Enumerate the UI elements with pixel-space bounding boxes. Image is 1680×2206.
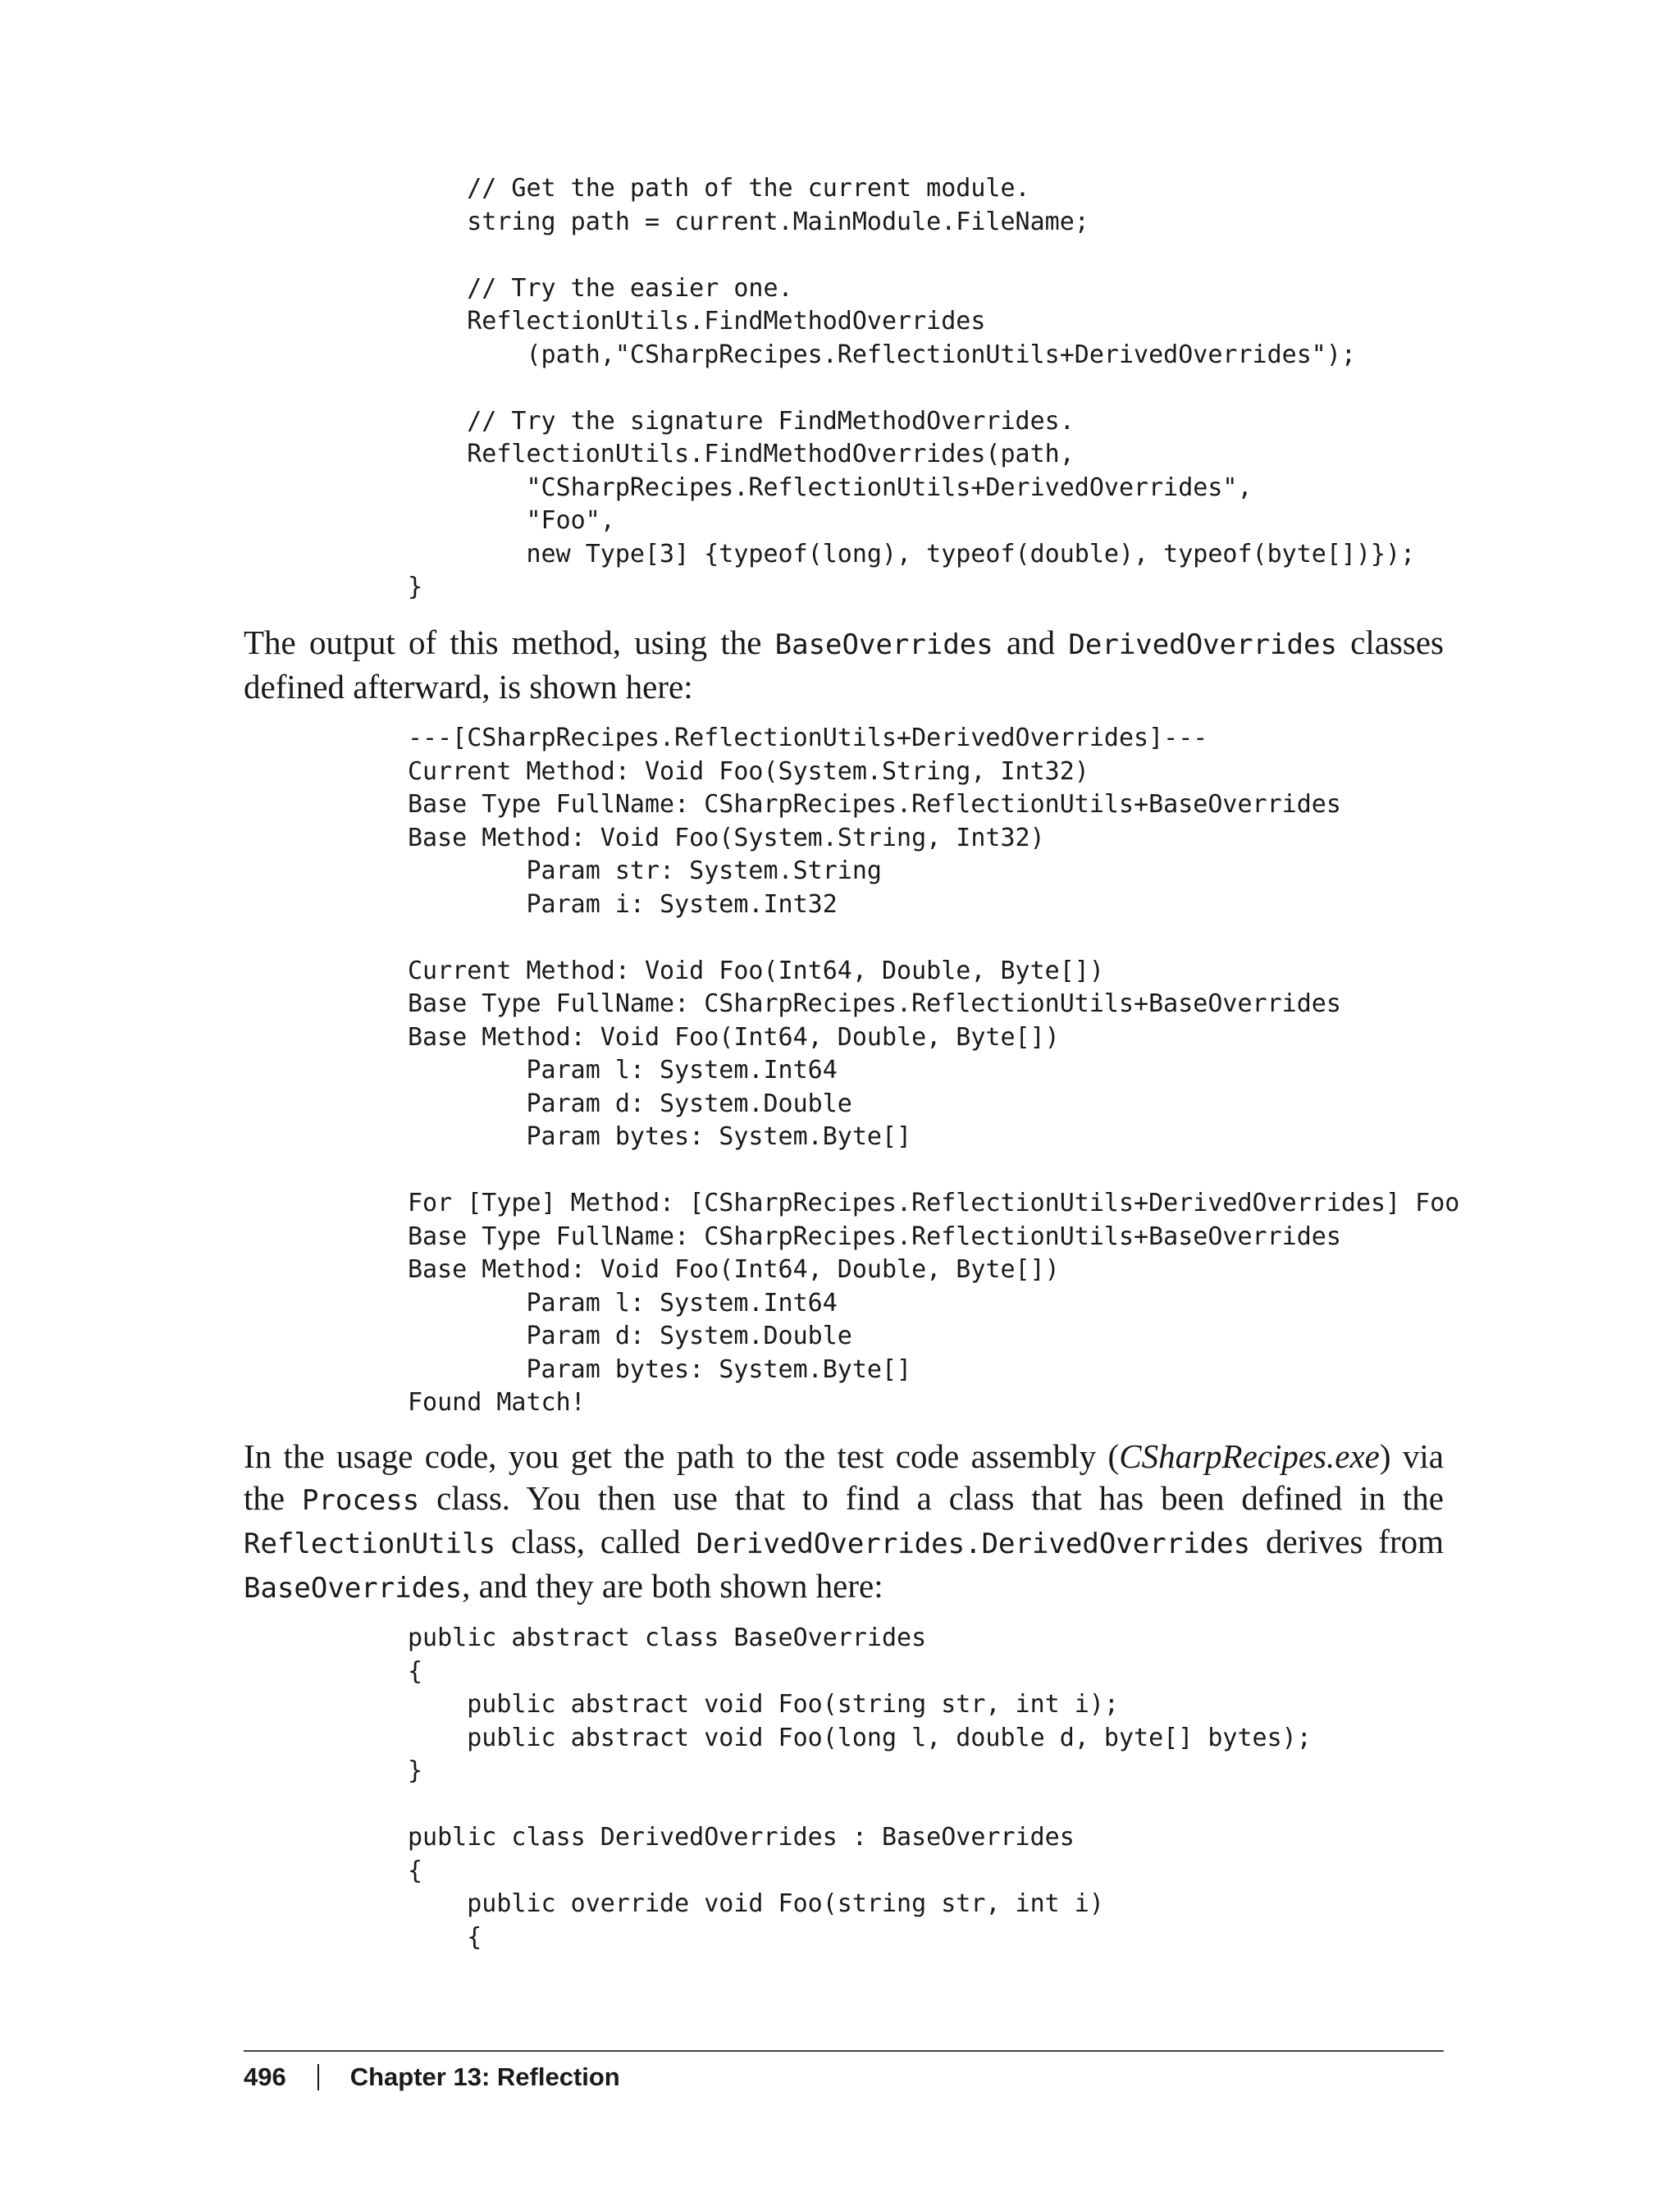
paragraph-output-intro <box>244 622 1444 707</box>
page-number: 496 <box>244 2062 286 2091</box>
inline-code: ReflectionUtils <box>244 1528 496 1560</box>
code-block-output: ---[CSharpRecipes.ReflectionUtils+DerivedOverrides]--- Current Method: Void Foo(System.String, Int32) Base Type FullName: CSharpRecipes.ReflectionUtils+BaseOverrides Base Method: Void Foo(System.String, Int32) Param str: System.String Param i: System.Int32 Current Method: Void Foo(Int64, Double, Byte[]) Base Type FullName: CSharpRecipes.ReflectionUtils+BaseOverrides Base Method: Void Foo(Int64, Double, Byte[]) Param l: System.Int64 Param d: System.Double Param bytes: System.Byte[] For [Type] Method: [CSharpRecipes.ReflectionUtils+DerivedOverrides] Foo Base Type FullName: CSharpRecipes.ReflectionUtils+BaseOverrides Base Method: Void Foo(Int64, Double, Byte[]) Param l: System.Int64 Param d: System.Double Param bytes: System.Byte[] Found Match! <box>408 724 1460 1417</box>
paragraph-text: , and they are both shown here: <box>462 1566 883 1605</box>
paragraph-usage-explanation <box>244 1436 1444 1609</box>
inline-code: DerivedOverrides.DerivedOverrides <box>696 1528 1251 1560</box>
inline-code: DerivedOverrides <box>1068 628 1337 661</box>
footer-rule <box>244 2050 1444 2052</box>
inline-code: Process <box>301 1483 420 1517</box>
paragraph-text: The output of this method, using the <box>244 623 775 661</box>
paragraph-text: ) via the <box>244 1437 1444 1517</box>
inline-code: BaseOverrides <box>244 1571 463 1605</box>
paragraph-text: derives from <box>1250 1523 1445 1560</box>
code-block-class-definitions: public abstract class BaseOverrides { public abstract void Foo(string str, int i); public abstract void Foo(long l, double d, byte[] bytes); } public class DerivedOverrides : BaseOverrides { public override void Foo(string str, int i) { <box>408 1624 1312 1952</box>
paragraph-text: and <box>993 623 1069 661</box>
paragraph-text: class, called <box>495 1523 696 1560</box>
paragraph-text: In the usage code, you get the path to the test code assembly ( <box>244 1437 1120 1475</box>
code-block-usage-end: // Get the path of the current module. string path = current.MainModule.FileName; // Try the easier one. ReflectionUtils.FindMethodOverrides (path,"CSharpRecipes.ReflectionUtils+DerivedOverrides"); // Try the signature FindMethodOverrides. ReflectionUtils.FindMethodOverrides(path, "CSharpRecipes.ReflectionUtils+DerivedOverrides", "Foo", new Type[3] {typeof(long), typeof(double), typeof(byte[])}); } <box>408 174 1416 601</box>
chapter-title: Chapter 13: Reflection <box>349 2062 620 2091</box>
inline-code: BaseOverrides <box>774 628 993 661</box>
paragraph-text: class. You then use that to find a class that has been defined in the <box>419 1478 1445 1517</box>
paragraph-text: classes defined afterward, is shown here: <box>244 623 1444 706</box>
footer-separator <box>317 2064 319 2090</box>
inline-filename: CSharpRecipes.exe <box>1119 1437 1380 1475</box>
page-footer <box>244 2061 620 2094</box>
